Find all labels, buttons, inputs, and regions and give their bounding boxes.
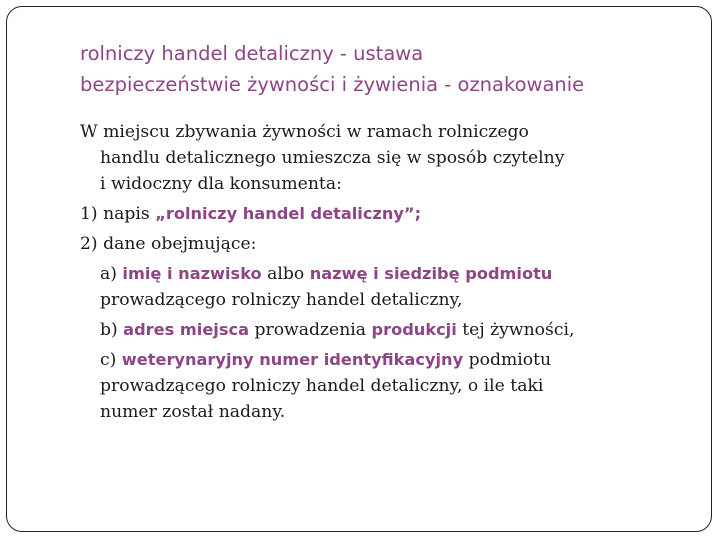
- item-2b-prefix: b): [100, 320, 124, 340]
- item-2b-highlight-1: adres miejsca: [123, 320, 250, 339]
- item-2b-mid: prowadzenia: [249, 320, 372, 340]
- item-2b: [80, 317, 710, 343]
- intro-line-1: W miejscu zbywania żywności w ramach rolniczego: [80, 122, 529, 142]
- item-2a-mid: albo: [261, 264, 310, 284]
- item-2c-suffix: podmiotu: [463, 350, 552, 370]
- item-2a-prefix: a): [100, 264, 123, 284]
- item-1-prefix: 1) napis: [80, 204, 156, 224]
- item-2b-highlight-2: produkcji: [371, 320, 457, 339]
- slide-body: [80, 119, 710, 425]
- item-2c: [80, 347, 710, 373]
- item-2c-prefix: c): [100, 350, 122, 370]
- item-1: [80, 201, 710, 227]
- title-line-1: rolniczy handel detaliczny - ustawa: [80, 42, 424, 65]
- item-2: 2) dane obejmujące:: [80, 234, 257, 254]
- item-2c-highlight: weterynaryjny numer identyfikacyjny: [121, 350, 464, 369]
- item-2b-suffix: tej żywności,: [456, 320, 575, 340]
- intro-line-2: handlu detalicznego umieszcza się w sposób czytelny: [100, 148, 565, 168]
- item-2c-line-2: prowadzącego rolniczy handel detaliczny, o ile taki: [100, 376, 544, 396]
- item-2a-highlight-1: imię i nazwisko: [122, 264, 262, 283]
- title-line-2: bezpieczeństwie żywności i żywienia - oznakowanie: [80, 73, 585, 96]
- item-2a-line-2: prowadzącego rolniczy handel detaliczny,: [100, 290, 463, 310]
- item-2a: [80, 261, 710, 287]
- item-1-highlight: „rolniczy handel detaliczny”;: [155, 204, 422, 223]
- item-2c-line-3: numer został nadany.: [100, 402, 286, 422]
- item-2a-highlight-2: nazwę i siedzibę podmiotu: [309, 264, 553, 283]
- intro-line-3: i widoczny dla konsumenta:: [100, 174, 342, 194]
- slide-title: [80, 38, 700, 100]
